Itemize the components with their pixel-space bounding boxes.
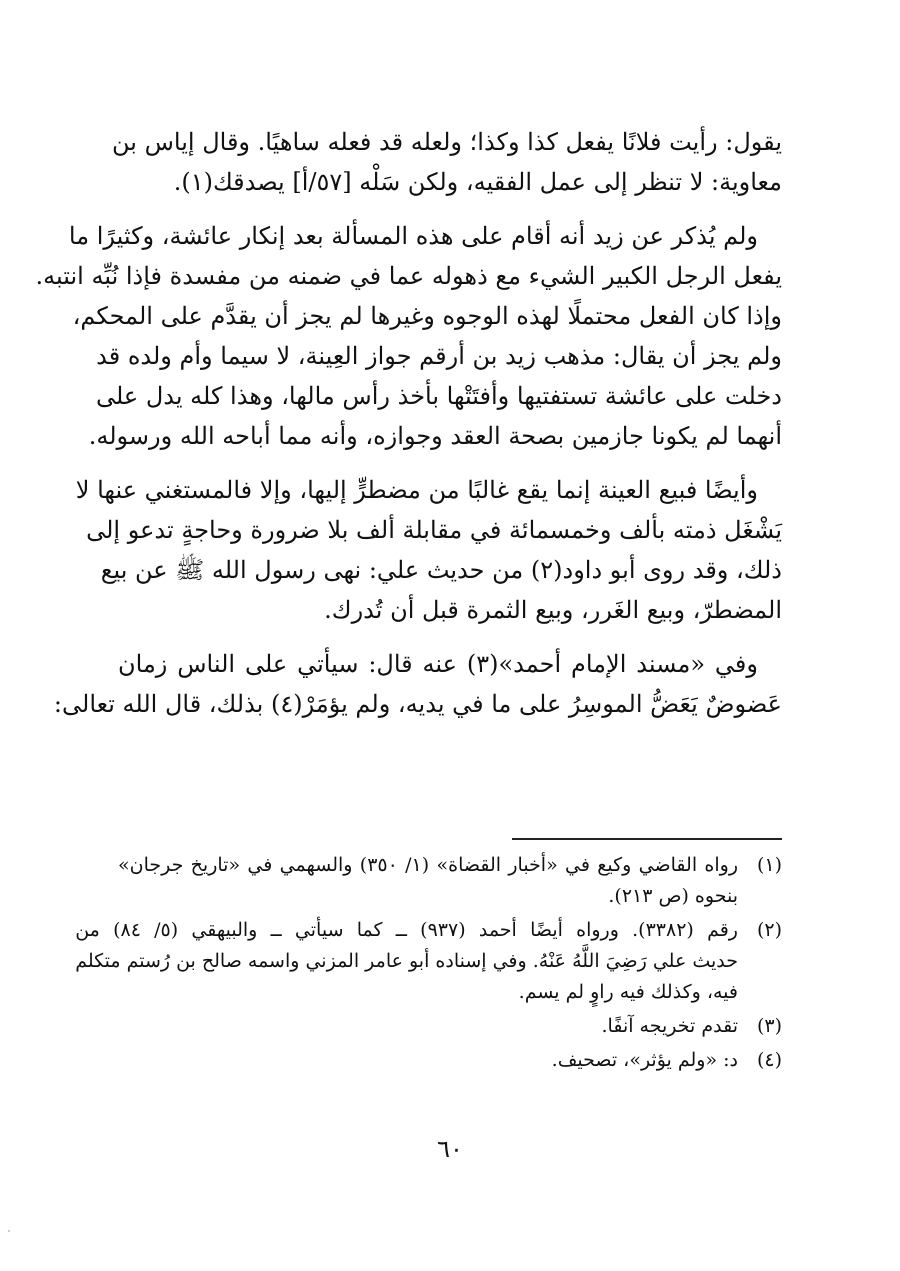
- footnote-item: [75, 915, 782, 1008]
- paragraph-4: [53, 644, 782, 724]
- footnote-number: (٣): [756, 1015, 782, 1037]
- footnote-number: (٢): [756, 919, 782, 941]
- footnote-line: د: «ولم يؤثر»، تصحيف.: [551, 1049, 738, 1071]
- footnote-line: رواه القاضي وكيع في «أخبار القضاة» (١/ ٣٥٠) والسهمي في «تاريخ جرجان»: [118, 854, 739, 876]
- text-line: وفي «مسند الإمام أحمد»(٣) عنه قال: سيأتي على الناس زمان: [118, 650, 758, 678]
- footnote-item: [118, 850, 782, 912]
- footnote-line: رقم (٣٣٨٢). ورواه أيضًا أحمد (٩٣٧) ــ كما سيأتي ــ والبيهقي (٥/ ٨٤) من: [75, 919, 738, 941]
- footnote-number: (٤): [756, 1049, 782, 1071]
- footnote-text: [75, 915, 738, 1008]
- footnote-text: [118, 1045, 738, 1076]
- footnote-item: [118, 1011, 782, 1042]
- text-line: ذلك، وقد روى أبو داود(٢) من حديث علي: نهى رسول الله ﷺ عن بيع: [100, 556, 782, 584]
- text-line: يَشْغَل ذمته بألف وخمسمائة في مقابلة ألف بلا ضرورة وحاجةٍ تدعو إلى: [86, 516, 782, 544]
- footnote-line: فيه، وكذلك فيه راوٍ لم يسم.: [518, 981, 738, 1003]
- paragraph-1: [112, 122, 782, 202]
- main-text: [35, 122, 782, 738]
- text-line: المضطرّ، وبيع الغَرر، وبيع الثمرة قبل أن تُدرك.: [324, 596, 782, 624]
- text-line: دخلت على عائشة تستفتيها وأفتَتْها بأخذ رأس مالها، وهذا كله يدل على: [95, 382, 782, 410]
- page-number: ٦٠: [437, 1135, 463, 1163]
- text-line: وأيضًا فبيع العينة إنما يقع غالبًا من مضطرٍّ إليها، وإلا فالمستغني عنها لا: [75, 476, 758, 504]
- text-line: أنهما لم يكونا جازمين بصحة العقد وجوازه، وأنه مما أباحه الله ورسوله.: [88, 422, 782, 450]
- text-line: ولم يجز أن يقال: مذهب زيد بن أرقم جواز العِينة، لا سيما وأم ولده قد: [96, 342, 782, 370]
- scan-mark: [8, 1230, 10, 1232]
- footnote-number: (١): [756, 854, 782, 876]
- text-line: يفعل الرجل الكبير الشيء مع ذهوله عما في ضمنه من مفسدة فإذا نُبِّه انتبه.: [35, 262, 782, 290]
- footnote-line: تقدم تخريجه آنفًا.: [601, 1015, 738, 1037]
- text-line: عَضوضٌ يَعَضُّ الموسِرُ على ما في يديه، ولم يؤمَرْ(٤) بذلك، قال الله تعالى:: [53, 690, 782, 718]
- footnote-line: بنحوه (ص ٢١٣).: [608, 885, 738, 907]
- paragraph-2: [35, 216, 782, 456]
- paragraph-3: [75, 470, 782, 630]
- footnote-line: حديث علي رَضِيَ اللَّهُ عَنْهُ. وفي إسناده أبو عامر المزني واسمه صالح بن رُستم متكلم: [75, 950, 738, 972]
- text-line: وإذا كان الفعل محتملًا لهذه الوجوه وغيرها لم يجز أن يقدَّم على المحكم،: [72, 302, 782, 330]
- text-line: يقول: رأيت فلانًا يفعل كذا وكذا؛ ولعله قد فعله ساهيًا. وقال إياس بن: [112, 128, 782, 156]
- footnote-text: [118, 1011, 738, 1042]
- footnote-separator: [512, 838, 782, 840]
- footnotes: [75, 850, 782, 1079]
- text-line: ولم يُذكر عن زيد أنه أقام على هذه المسألة بعد إنكار عائشة، وكثيرًا ما: [68, 222, 758, 250]
- footnote-item: [118, 1045, 782, 1076]
- text-line: معاوية: لا تنظر إلى عمل الفقيه، ولكن سَلْه [٥٧/أ] يصدقك(١).: [173, 168, 782, 196]
- footnote-text: [118, 850, 738, 912]
